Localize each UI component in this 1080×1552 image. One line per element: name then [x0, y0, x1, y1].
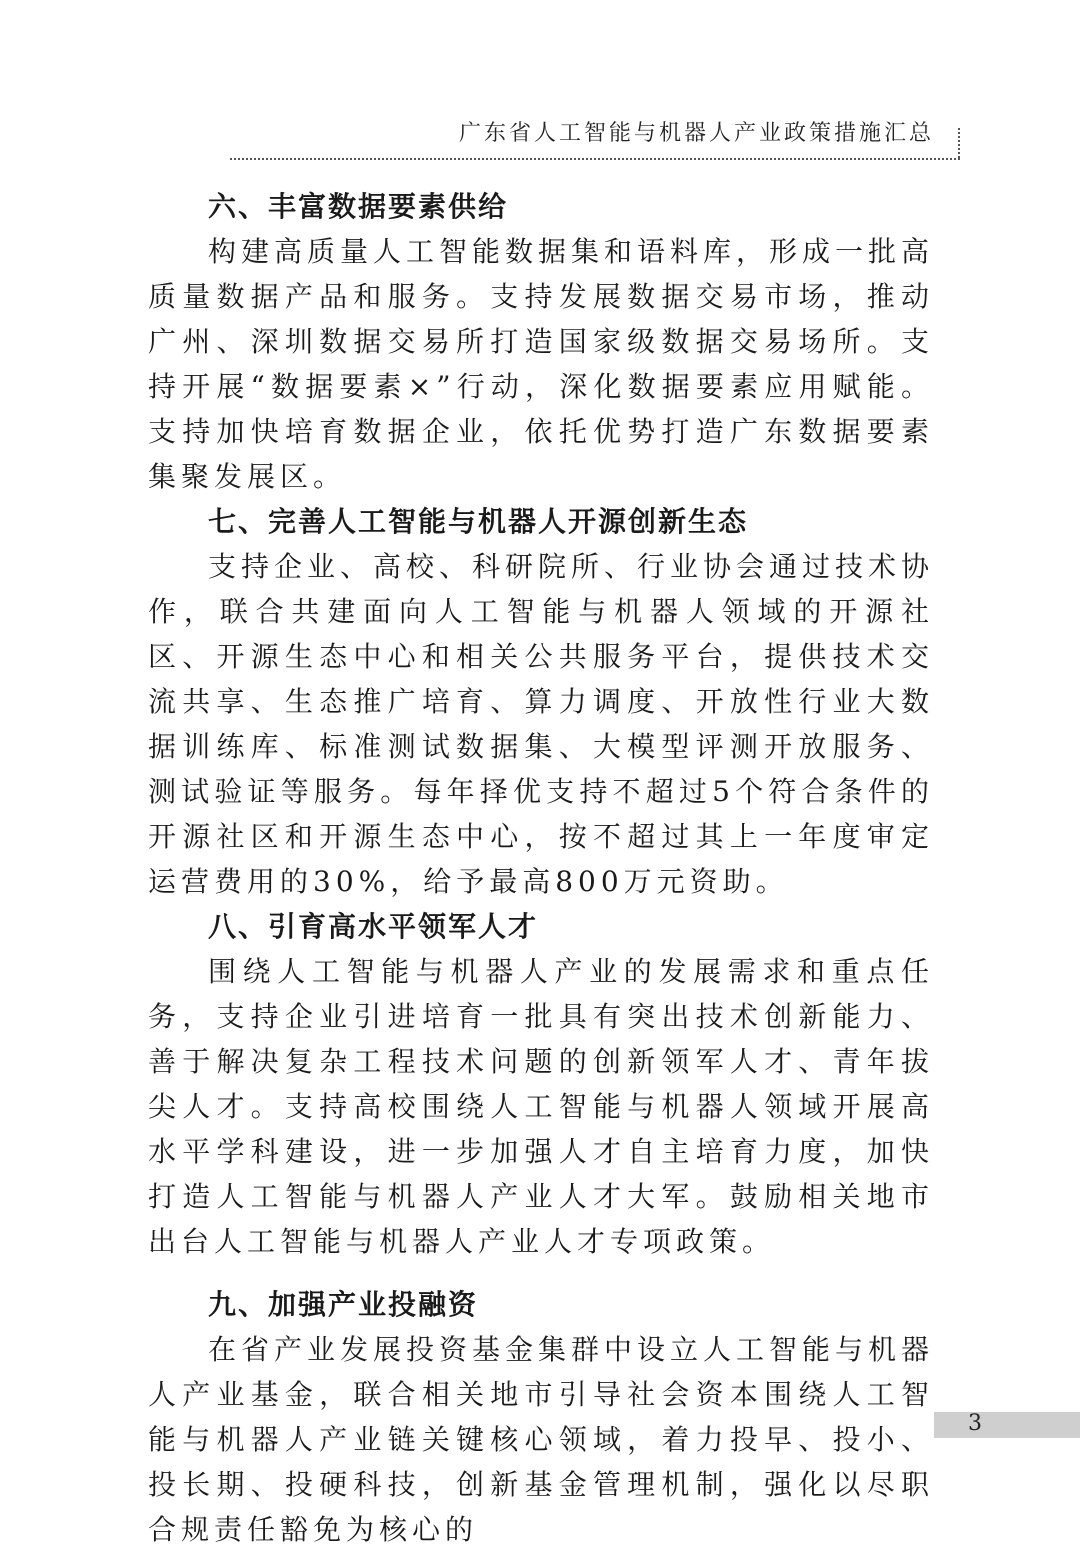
section-heading-8: 八、引育高水平领军人才: [208, 910, 539, 943]
header-rule-tick: [958, 128, 960, 158]
section-heading-9: 九、加强产业投融资: [208, 1288, 479, 1321]
section-heading-6: 六、丰富数据要素供给: [208, 190, 509, 223]
section-heading-7: 七、完善人工智能与机器人开源创新生态: [208, 505, 749, 538]
section-body-9: 在省产业发展投资基金集群中设立人工智能与机器人产业基金，联合相关地市引导社会资本围绕人工智能与机器人产业链关键核心领域，着力投早、投小、投长期、投硬科技，创新基金管理机制，强化以尽职合规责任豁免为核心的: [148, 1333, 935, 1546]
section-body-8: 围绕人工智能与机器人产业的发展需求和重点任务，支持企业引进培育一批具有突出技术创新能力、善于解决复杂工程技术问题的创新领军人才、青年拔尖人才。支持高校围绕人工智能与机器人领域开展高水平学科建设，进一步加强人才自主培育力度，加快打造人工智能与机器人产业人才大军。鼓励相关地市出台人工智能与机器人产业人才专项政策。: [148, 955, 934, 1258]
page-number: 3: [968, 1411, 982, 1436]
page-body: [148, 184, 934, 1552]
page-number-band: [934, 1412, 1080, 1438]
section-body-7: 支持企业、高校、科研院所、行业协会通过技术协作，联合共建面向人工智能与机器人领域的开源社区、开源生态中心和相关公共服务平台，提供技术交流共享、生态推广培育、算力调度、开放性行业大数据训练库、标准测试数据集、大模型评测开放服务、测试验证等服务。每年择优支持不超过5个符合条件的开源社区和开源生态中心，按不超过其上一年度审定运营费用的30%，给予最高800万元资助。: [148, 550, 935, 898]
running-header: [230, 108, 960, 160]
document-title: 广东省人工智能与机器人产业政策措施汇总: [458, 121, 934, 146]
section-body-6: 构建高质量人工智能数据集和语料库，形成一批高质量数据产品和服务。支持发展数据交易市场，推动广州、深圳数据交易所打造国家级数据交易场所。支持开展“数据要素×”行动，深化数据要素应用赋能。支持加快培育数据企业，依托优势打造广东数据要素集聚发展区。: [148, 235, 935, 493]
